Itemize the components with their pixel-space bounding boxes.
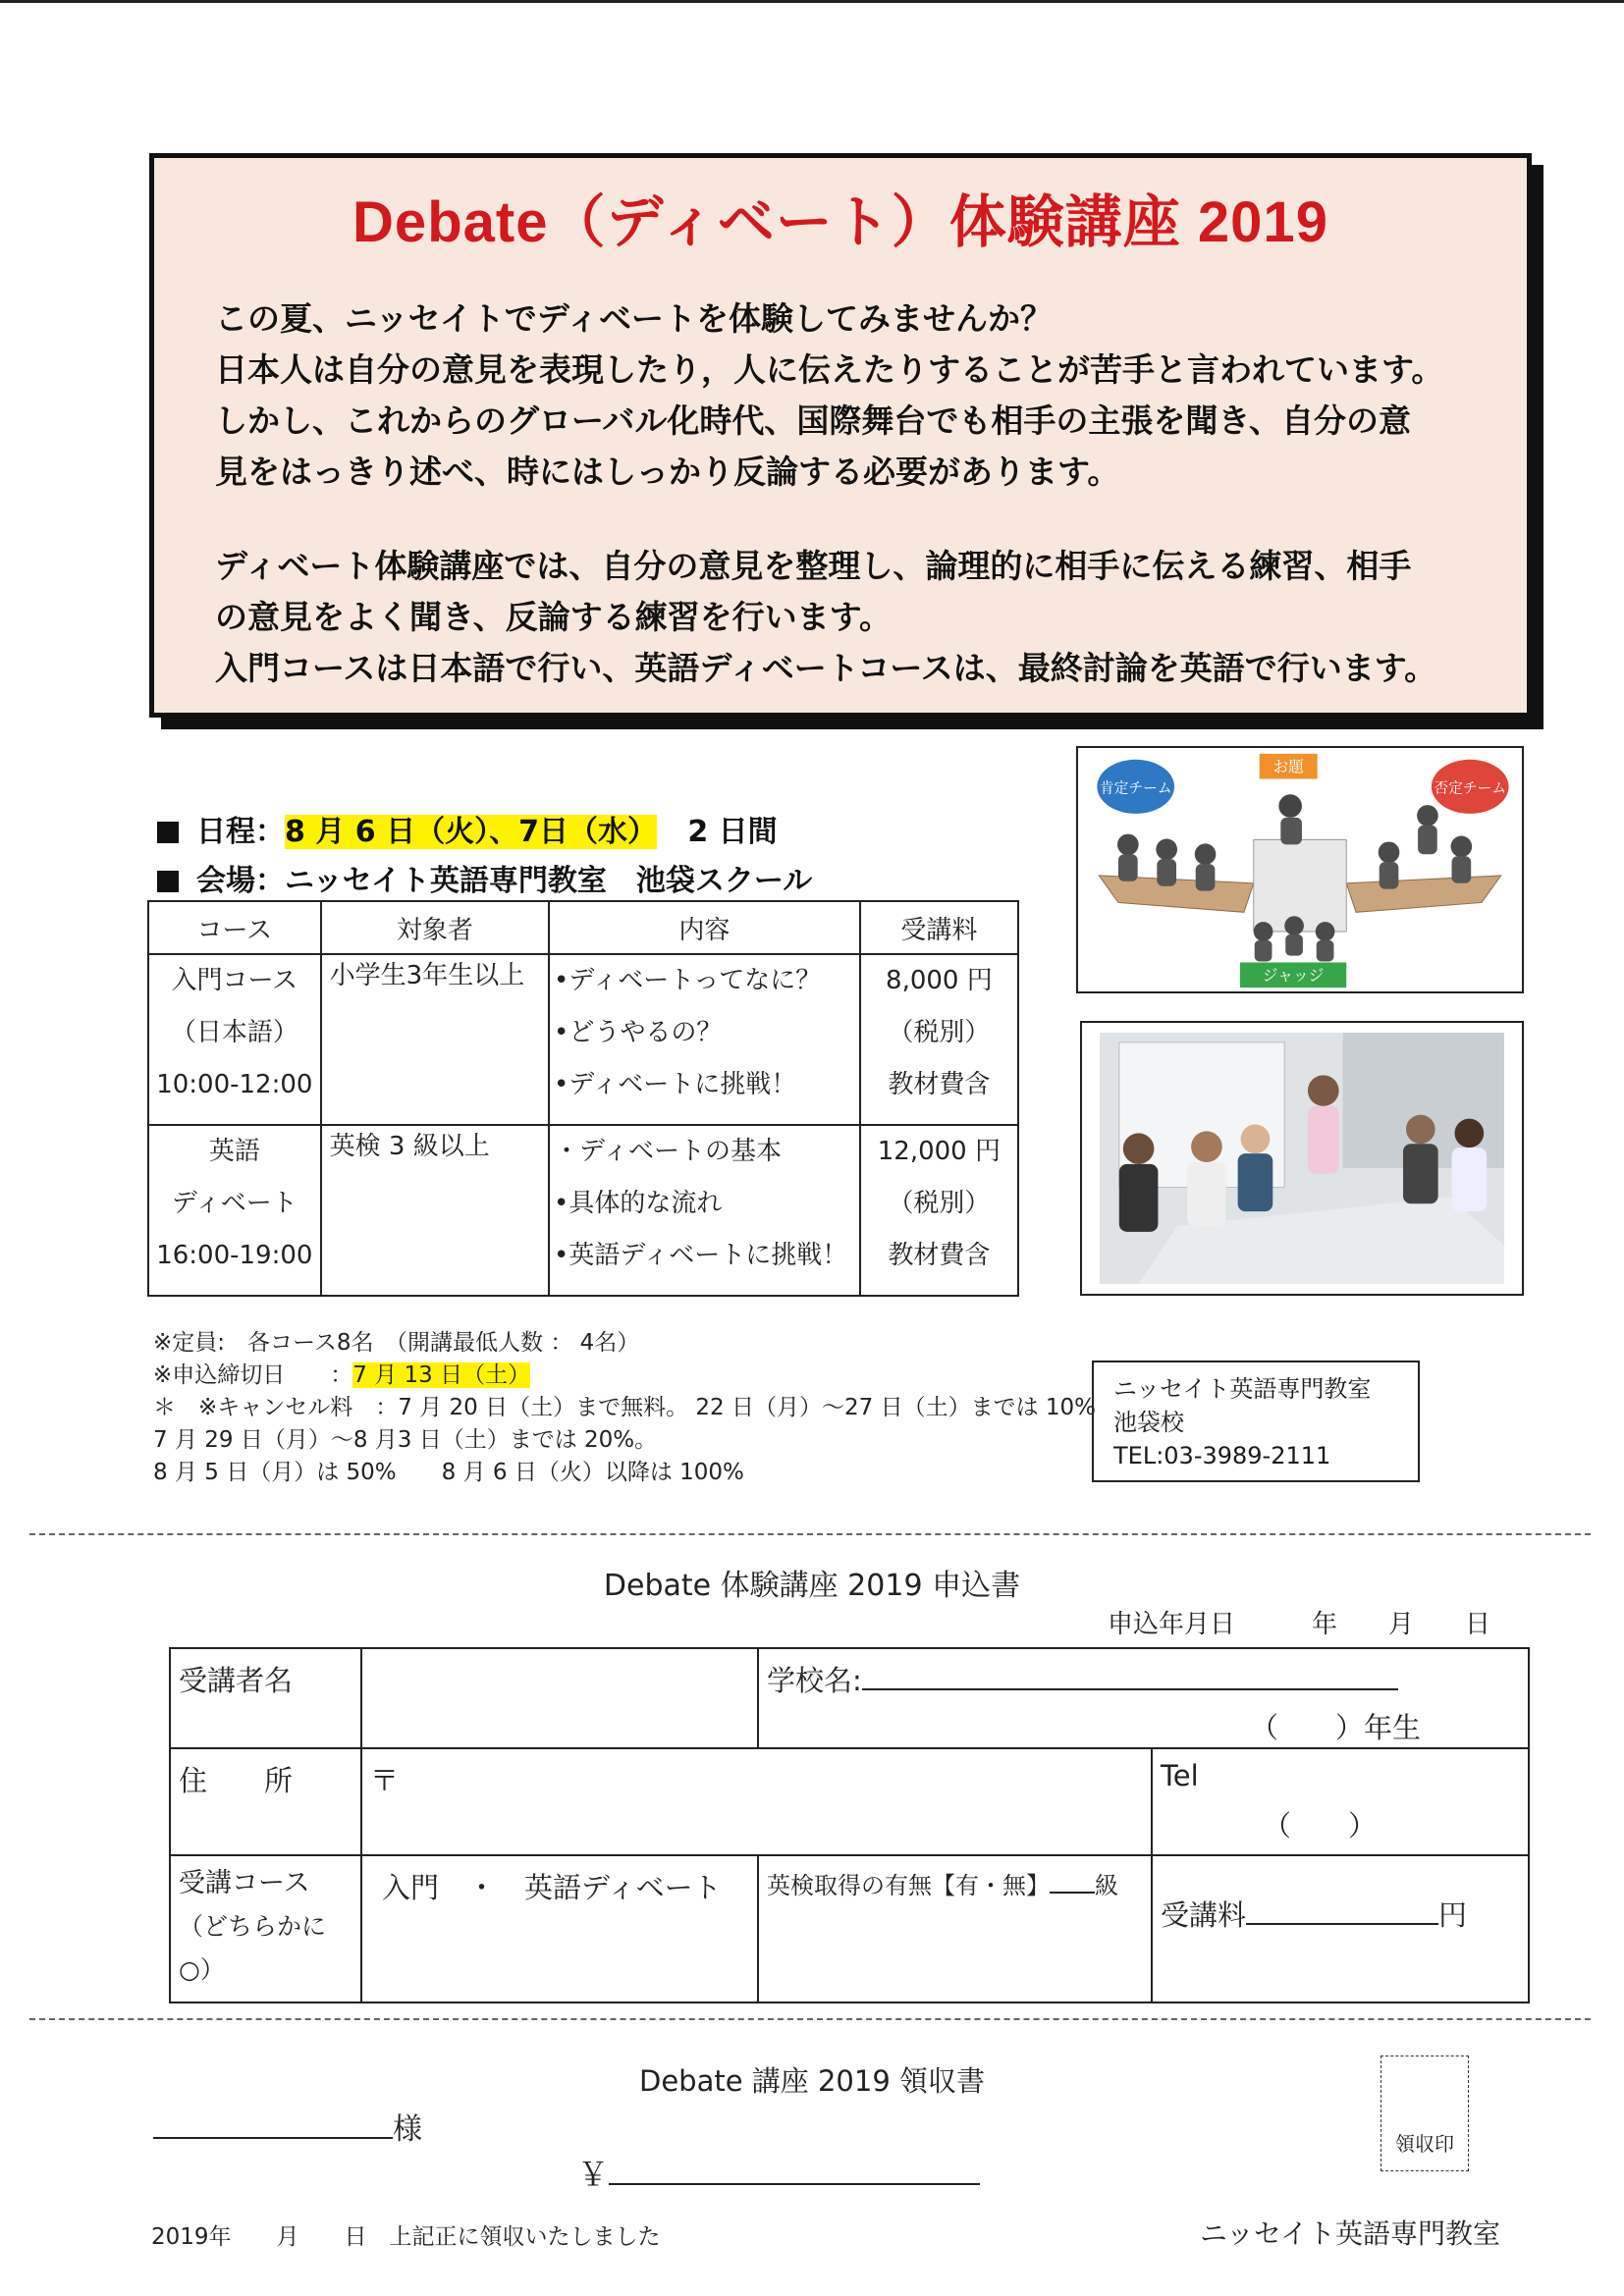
topic-label: お題: [1272, 757, 1304, 776]
course-table: [147, 900, 1019, 1297]
content-item: •具体的な流れ: [554, 1189, 723, 1218]
fee-field[interactable]: [1246, 1896, 1438, 1925]
recipient-name-field[interactable]: [153, 2108, 393, 2139]
intro-box: [149, 153, 1532, 718]
fee-cell: [860, 1125, 1018, 1296]
fee-materials: 教材費含: [888, 1070, 991, 1099]
intro-paragraph-2: [215, 541, 1521, 694]
table-row: [148, 954, 1018, 1125]
top-border-line: [0, 0, 1624, 3]
eiken-label: 英検取得の有無【有・無】: [767, 1872, 1050, 1899]
cancel-note-3: 8 月 5 日（月）は 50% 8 月 6 日（火）以降は 100%: [153, 1460, 744, 1485]
student-name-field[interactable]: [361, 1648, 758, 1748]
fee-cell: [860, 954, 1018, 1125]
fee-label: 受講料: [1161, 1898, 1247, 1932]
target-cell: 小学生3年生以上: [321, 954, 549, 1125]
notes-block: [153, 1327, 1096, 1489]
content-item: •英語ディベートに挑戦！: [554, 1241, 848, 1270]
student-name-label: 受講者名: [170, 1648, 361, 1748]
cancel-note-2: 7 月 29 日（月）～8 月3 日（土）までは 20%。: [153, 1427, 658, 1453]
content-cell: [549, 954, 860, 1125]
stamp-box: [1380, 2056, 1469, 2171]
intro-line: しかし、これからのグローバル化時代、国際舞台でも相手の主張を聞き、自分の意: [215, 401, 1412, 440]
intro-line: ディベート体験講座では、自分の意見を整理し、論理的に相手に伝える練習、相手: [215, 547, 1412, 585]
form-row: [170, 1648, 1529, 1748]
application-date[interactable]: 申込年月日 年 月 日: [1108, 1610, 1491, 1639]
course-choice-note: （どちらかに○）: [179, 1912, 327, 1984]
content-cell: [549, 1125, 860, 1296]
table-row: [148, 1125, 1018, 1296]
recipient-line: [153, 2105, 422, 2148]
cancel-note-1: ＊ ※キャンセル料 ：7 月 20 日（土）まで無料。 22 日（月）～27 日（土）までは 10%: [153, 1395, 1097, 1420]
amount-line: [577, 2150, 980, 2195]
form-row: [170, 1855, 1529, 2002]
intro-line: 入門コースは日本語で行い、英語ディベートコースは、最終討論を英語で行います。: [215, 649, 1437, 687]
contact-box: [1092, 1361, 1420, 1482]
course-name: 入門コース: [171, 966, 298, 995]
schedule-dates: 8 月 6 日（火）、7日（水）: [285, 815, 657, 849]
table-header-row: [148, 901, 1018, 954]
course-time: 10:00-12:00: [156, 1070, 313, 1099]
address-label: 住 所: [170, 1748, 361, 1855]
contact-branch: 池袋校: [1113, 1409, 1184, 1436]
course-time: 16:00-19:00: [156, 1241, 313, 1270]
form-row: [170, 1748, 1529, 1855]
intro-line: 見をはっきり述べ、時にはしっかり反論する必要があります。: [215, 453, 1120, 491]
intro-line: 日本人は自分の意見を表現したり，人に伝えたりすることが苦手と言われています。: [215, 350, 1444, 389]
venue-label: 会場：: [196, 864, 285, 898]
venue-line: [157, 856, 812, 899]
cut-line: [29, 2018, 1591, 2020]
course-name: 英語: [208, 1137, 260, 1166]
tel-field[interactable]: （ ）: [1263, 1809, 1378, 1842]
amount-field[interactable]: [609, 2152, 980, 2185]
capacity-note: ※定員: 各コース8名 （開講最低人数 ： 4名）: [153, 1330, 640, 1356]
intro-line: この夏、ニッセイトでディベートを体験してみませんか？: [215, 299, 1054, 338]
content-item: •ディベートに挑戦！: [554, 1070, 797, 1099]
page-title: Debate（ディベート）体験講座 2019: [352, 190, 1328, 254]
fee-amount: 8,000 円: [886, 966, 993, 995]
target-cell: 英検 3 級以上: [321, 1125, 549, 1296]
receipt-school-name: ニッセイト英語専門教室: [1200, 2217, 1501, 2250]
venue-name: ニッセイト英語専門教室 池袋スクール: [285, 864, 813, 898]
header-target: 対象者: [321, 901, 549, 954]
fee-amount: 12,000 円: [877, 1137, 1001, 1166]
schedule-duration: 2 日間: [687, 815, 778, 849]
bullet-square-icon: [157, 871, 179, 892]
deadline-label: ※申込締切日 ：: [153, 1362, 353, 1388]
meeting-photo: [1080, 1021, 1524, 1296]
course-cell: [148, 954, 321, 1125]
eiken-suffix: 級: [1095, 1872, 1118, 1899]
content-item: •どうやるの？: [554, 1018, 723, 1047]
content-item: ・ディベートの基本: [554, 1137, 782, 1166]
content-item: •ディベートってなに？: [554, 966, 822, 995]
course-language: （日本語）: [170, 1018, 298, 1047]
negate-team-label: 否定チーム: [1434, 779, 1507, 797]
deadline-note: [153, 1360, 1096, 1392]
course-options[interactable]: 入門 ・ 英語ディベート: [361, 1855, 758, 2002]
bullet-square-icon: [157, 822, 179, 843]
eiken-grade-field[interactable]: [1050, 1870, 1095, 1894]
application-form-table: [169, 1647, 1530, 2003]
school-name-field[interactable]: [862, 1661, 1398, 1690]
eiken-cell[interactable]: [758, 1855, 1152, 2002]
header-fee: 受講料: [860, 901, 1018, 954]
header-course: コース: [148, 901, 321, 954]
contact-tel: TEL:03-3989-2111: [1113, 1442, 1331, 1469]
school-label: 学校名:: [767, 1664, 862, 1697]
fee-suffix: 円: [1438, 1898, 1468, 1932]
receipt-title: Debate 講座 2019 領収書: [638, 2064, 986, 2098]
school-cell[interactable]: [758, 1648, 1529, 1748]
fee-tax: （税別）: [888, 1018, 991, 1047]
contact-name: ニッセイト英語専門教室: [1113, 1375, 1372, 1403]
schedule-line: [157, 807, 778, 850]
address-field[interactable]: 〒: [361, 1748, 1152, 1855]
meeting-photo-svg: [1100, 1033, 1504, 1284]
course-language: ディベート: [171, 1189, 298, 1218]
fee-tax: （税別）: [888, 1189, 991, 1218]
yen-symbol: ￥: [577, 2156, 610, 2193]
deadline-date: 7 月 13 日（土）: [352, 1362, 531, 1388]
affirm-team-label: 肯定チーム: [1099, 779, 1172, 797]
intro-paragraph-1: [215, 294, 1521, 498]
debate-diagram-svg: [1078, 748, 1522, 991]
stamp-label: 領収印: [1395, 2132, 1454, 2156]
judge-label: ジャッジ: [1262, 966, 1325, 986]
receipt-statement: 2019年 月 日 上記正に領収いたしました: [151, 2224, 661, 2250]
course-choice-label: 受講コース: [179, 1868, 310, 1898]
cut-line: [29, 1533, 1591, 1535]
grade-field[interactable]: （ ）年生: [1250, 1711, 1422, 1744]
tel-label: Tel: [1161, 1759, 1199, 1792]
fee-materials: 教材費含: [888, 1241, 991, 1270]
honorific: 様: [393, 2112, 422, 2147]
header-content: 内容: [549, 901, 860, 954]
debate-illustration: [1076, 746, 1524, 993]
schedule-label: 日程：: [196, 815, 285, 849]
course-cell: [148, 1125, 321, 1296]
fee-cell[interactable]: [1152, 1855, 1529, 2002]
form-title: Debate 体験講座 2019 申込書: [603, 1569, 1021, 1603]
tel-cell[interactable]: [1152, 1748, 1529, 1855]
course-choice-label-cell: [170, 1855, 361, 2002]
intro-line: の意見をよく聞き、反論する練習を行います。: [215, 598, 893, 636]
